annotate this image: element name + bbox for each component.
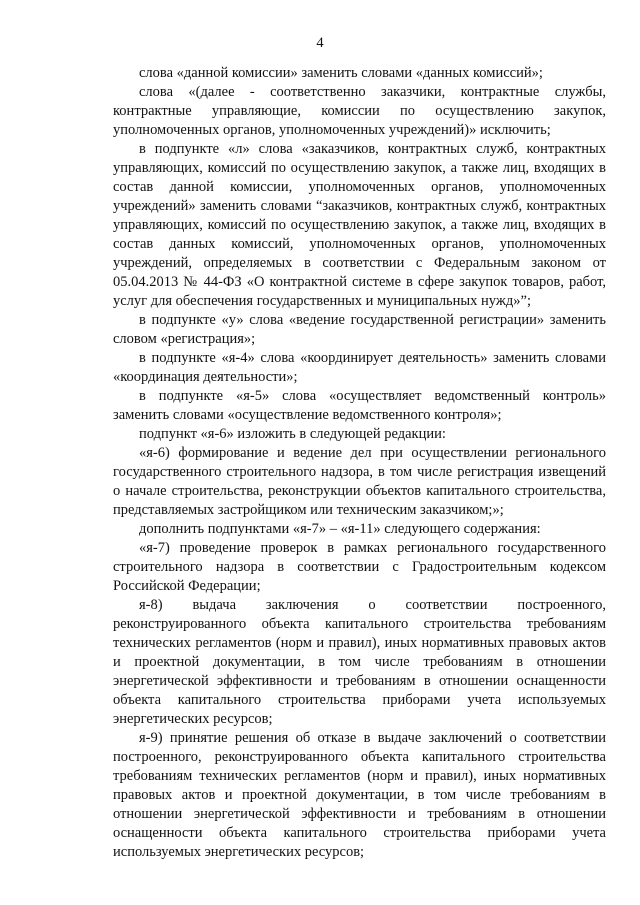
paragraph: слова «данной комиссии» заменить словами «данных комиссий»; (139, 65, 543, 81)
paragraph: в подпункте «я-5» слова «осуществляет ведомственный контроль» заменить словами «осуществление ведомственного контроля»; (113, 388, 606, 423)
paragraph: я-9) принятие решения об отказе в выдаче заключений о соответствии построенного, реконструированного объекта капитального строительства требованиям технических регламентов (норм и правил), иных нормативных правовых актов и проектной документации, в том числе требованиям в отношении энергетической эффективности и требованиям в отношении оснащенности объекта капитального строительства приборами учета используемых энергетических ресурсов; (113, 730, 606, 860)
paragraph: в подпункте «л» слова «заказчиков, контрактных служб, контрактных управляющих, комиссий по осуществлению закупок, а также лиц, входящих в состав данной комиссии, уполномоченных органов, уполномоченных учреждений» заменить словами “заказчиков, контрактных служб, контрактных управляющих, комиссий по осуществлению закупок, а также лиц, входящих в состав данных комиссий, уполномоченных органов, уполномоченных учреждений, определяемых в соответствии с Федеральным законом от 05.04.2013 № 44-ФЗ «О контрактной системе в сфере закупок товаров, работ, услуг для обеспечения государственных и муниципальных нужд»”; (113, 141, 606, 309)
paragraph: дополнить подпунктами «я-7» – «я-11» следующего содержания: (139, 521, 541, 537)
paragraph: в подпункте «у» слова «ведение государственной регистрации» заменить словом «регистрация»; (113, 312, 606, 347)
paragraph: подпункт «я-6» изложить в следующей редакции: (139, 426, 446, 442)
paragraph: «я-7) проведение проверок в рамках регионального государственного строительного надзора в соответствии с Градостроительным кодексом Российской Федерации; (113, 540, 606, 594)
paragraph: слова «(далее - соответственно заказчики, контрактные службы, контрактные управляющие, комиссии по осуществлению закупок, уполномоченных органов, уполномоченных учреждений)» исключить; (113, 84, 606, 138)
page-number: 4 (316, 35, 324, 51)
paragraph: в подпункте «я-4» слова «координирует деятельность» заменить словами «координация деятельности»; (113, 350, 606, 385)
document-body (113, 64, 606, 862)
paragraph: «я-6) формирование и ведение дел при осуществлении регионального государственного строительного надзора, в том числе регистрация извещений о начале строительства, реконструкции объектов капитального строительства, представляемых застройщиком или техническим заказчиком;»; (113, 445, 606, 518)
paragraph: я-8) выдача заключения о соответствии построенного, реконструированного объекта капитального строительства требованиям технических регламентов (норм и правил), иных нормативных правовых актов и проектной документации, в том числе требованиям в отношении энергетической эффективности и требованиям в отношении оснащенности объекта капитального строительства приборами учета используемых энергетических ресурсов; (113, 597, 606, 727)
